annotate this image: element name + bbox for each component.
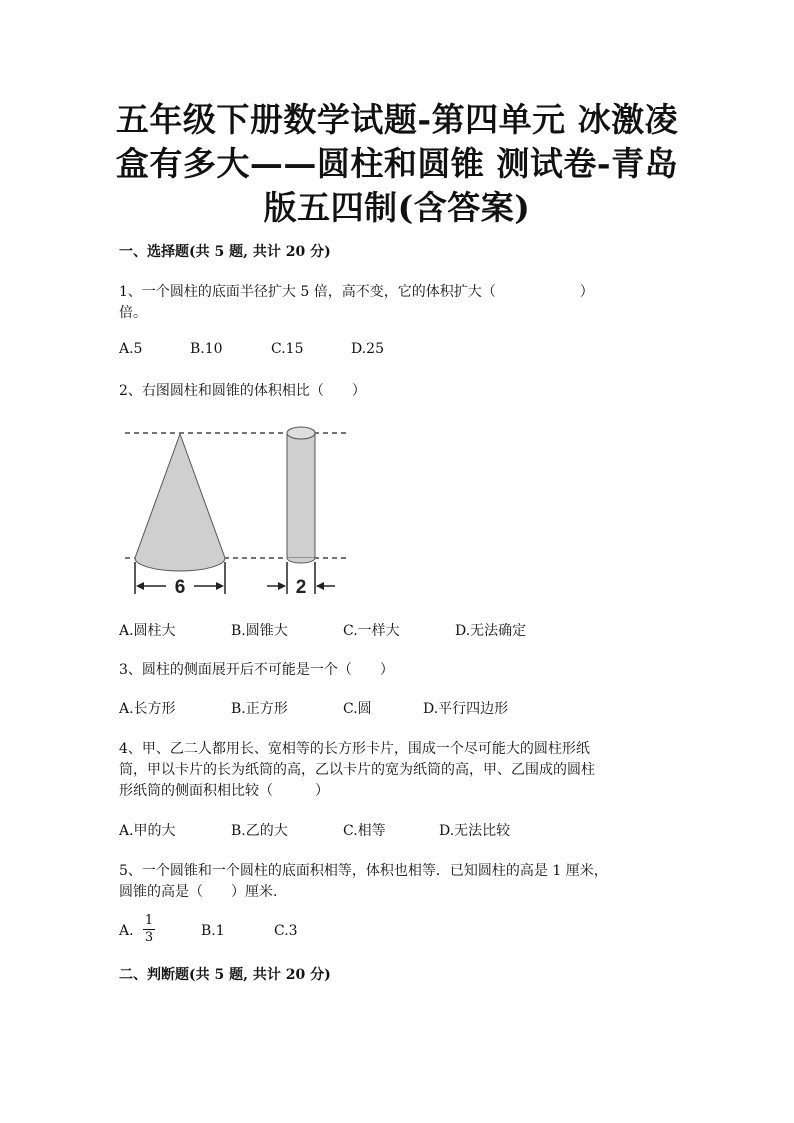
cylinder-top <box>287 427 315 439</box>
question-1-text: 1、一个圆柱的底面半径扩大 5 倍，高不变，它的体积扩大（ ） <box>119 284 594 300</box>
title-line-1: 五年级下册数学试题-第四单元 冰激凌 <box>115 100 679 139</box>
cylinder-body <box>287 433 315 558</box>
option-d: D.平行四边形 <box>423 701 509 717</box>
cylinder-arrow-right <box>316 582 324 590</box>
option-b: B.圆锥大 <box>231 623 288 639</box>
cylinder-bottom <box>287 558 315 563</box>
option-a: A.长方形 <box>119 701 176 717</box>
cylinder-diameter-label: 2 <box>295 577 307 598</box>
option-b: B.1 <box>201 923 225 939</box>
option-d: D.无法比较 <box>439 823 511 839</box>
title-line-3: 版五四制(含答案) <box>263 188 531 227</box>
option-b: B.10 <box>190 341 223 357</box>
question-1-text-cont: 倍。 <box>119 305 147 321</box>
fraction-numerator: 1 <box>144 913 154 928</box>
question-4-text-cont-1: 筒，甲以卡片的长为纸筒的高，乙以卡片的宽为纸筒的高，甲、乙围成的圆柱 <box>119 762 595 778</box>
cone-shape <box>135 434 225 571</box>
section-heading-judgement: 二、判断题(共 5 题, 共计 20 分) <box>119 967 331 983</box>
cone-arrow-right <box>216 582 224 590</box>
option-d: D.25 <box>351 341 384 357</box>
option-c: C.3 <box>274 923 298 939</box>
fraction-denominator: 3 <box>144 930 154 945</box>
document-title <box>110 98 684 230</box>
question-5-text: 5、一个圆锥和一个圆柱的底面积相等，体积也相等．已知圆柱的高是 1 厘米， <box>119 863 608 879</box>
option-c: C.相等 <box>343 823 386 839</box>
option-d: D.无法确定 <box>455 623 527 639</box>
option-a-prefix: A. <box>119 923 134 939</box>
option-b: B.正方形 <box>231 701 288 717</box>
option-a: A.5 <box>119 341 143 357</box>
option-c: C.15 <box>271 341 304 357</box>
question-4-text-cont-2: 形纸筒的侧面积相比较（ ） <box>119 783 329 799</box>
option-b: B.乙的大 <box>231 823 288 839</box>
question-5-text-cont: 圆锥的高是（ ）厘米. <box>119 884 278 900</box>
cone-diameter-label: 6 <box>174 577 186 598</box>
option-a: A.圆柱大 <box>119 623 176 639</box>
cone-cylinder-figure <box>119 418 349 598</box>
title-line-2: 盒有多大——圆柱和圆锥 测试卷-青岛 <box>115 144 679 183</box>
option-c: C.一样大 <box>343 623 400 639</box>
cylinder-arrow-left <box>278 582 286 590</box>
question-2-text: 2、右图圆柱和圆锥的体积相比（ ） <box>119 383 366 399</box>
question-3-text: 3、圆柱的侧面展开后不可能是一个（ ） <box>119 662 394 678</box>
cone-arrow-left <box>136 582 144 590</box>
option-c: C.圆 <box>343 701 372 717</box>
option-a-fraction <box>143 914 155 945</box>
question-4-text: 4、甲、乙二人都用长、宽相等的长方形卡片，围成一个尽可能大的圆柱形纸 <box>119 741 590 757</box>
option-a: A.甲的大 <box>119 823 176 839</box>
section-heading-choice: 一、选择题(共 5 题, 共计 20 分) <box>119 244 331 260</box>
